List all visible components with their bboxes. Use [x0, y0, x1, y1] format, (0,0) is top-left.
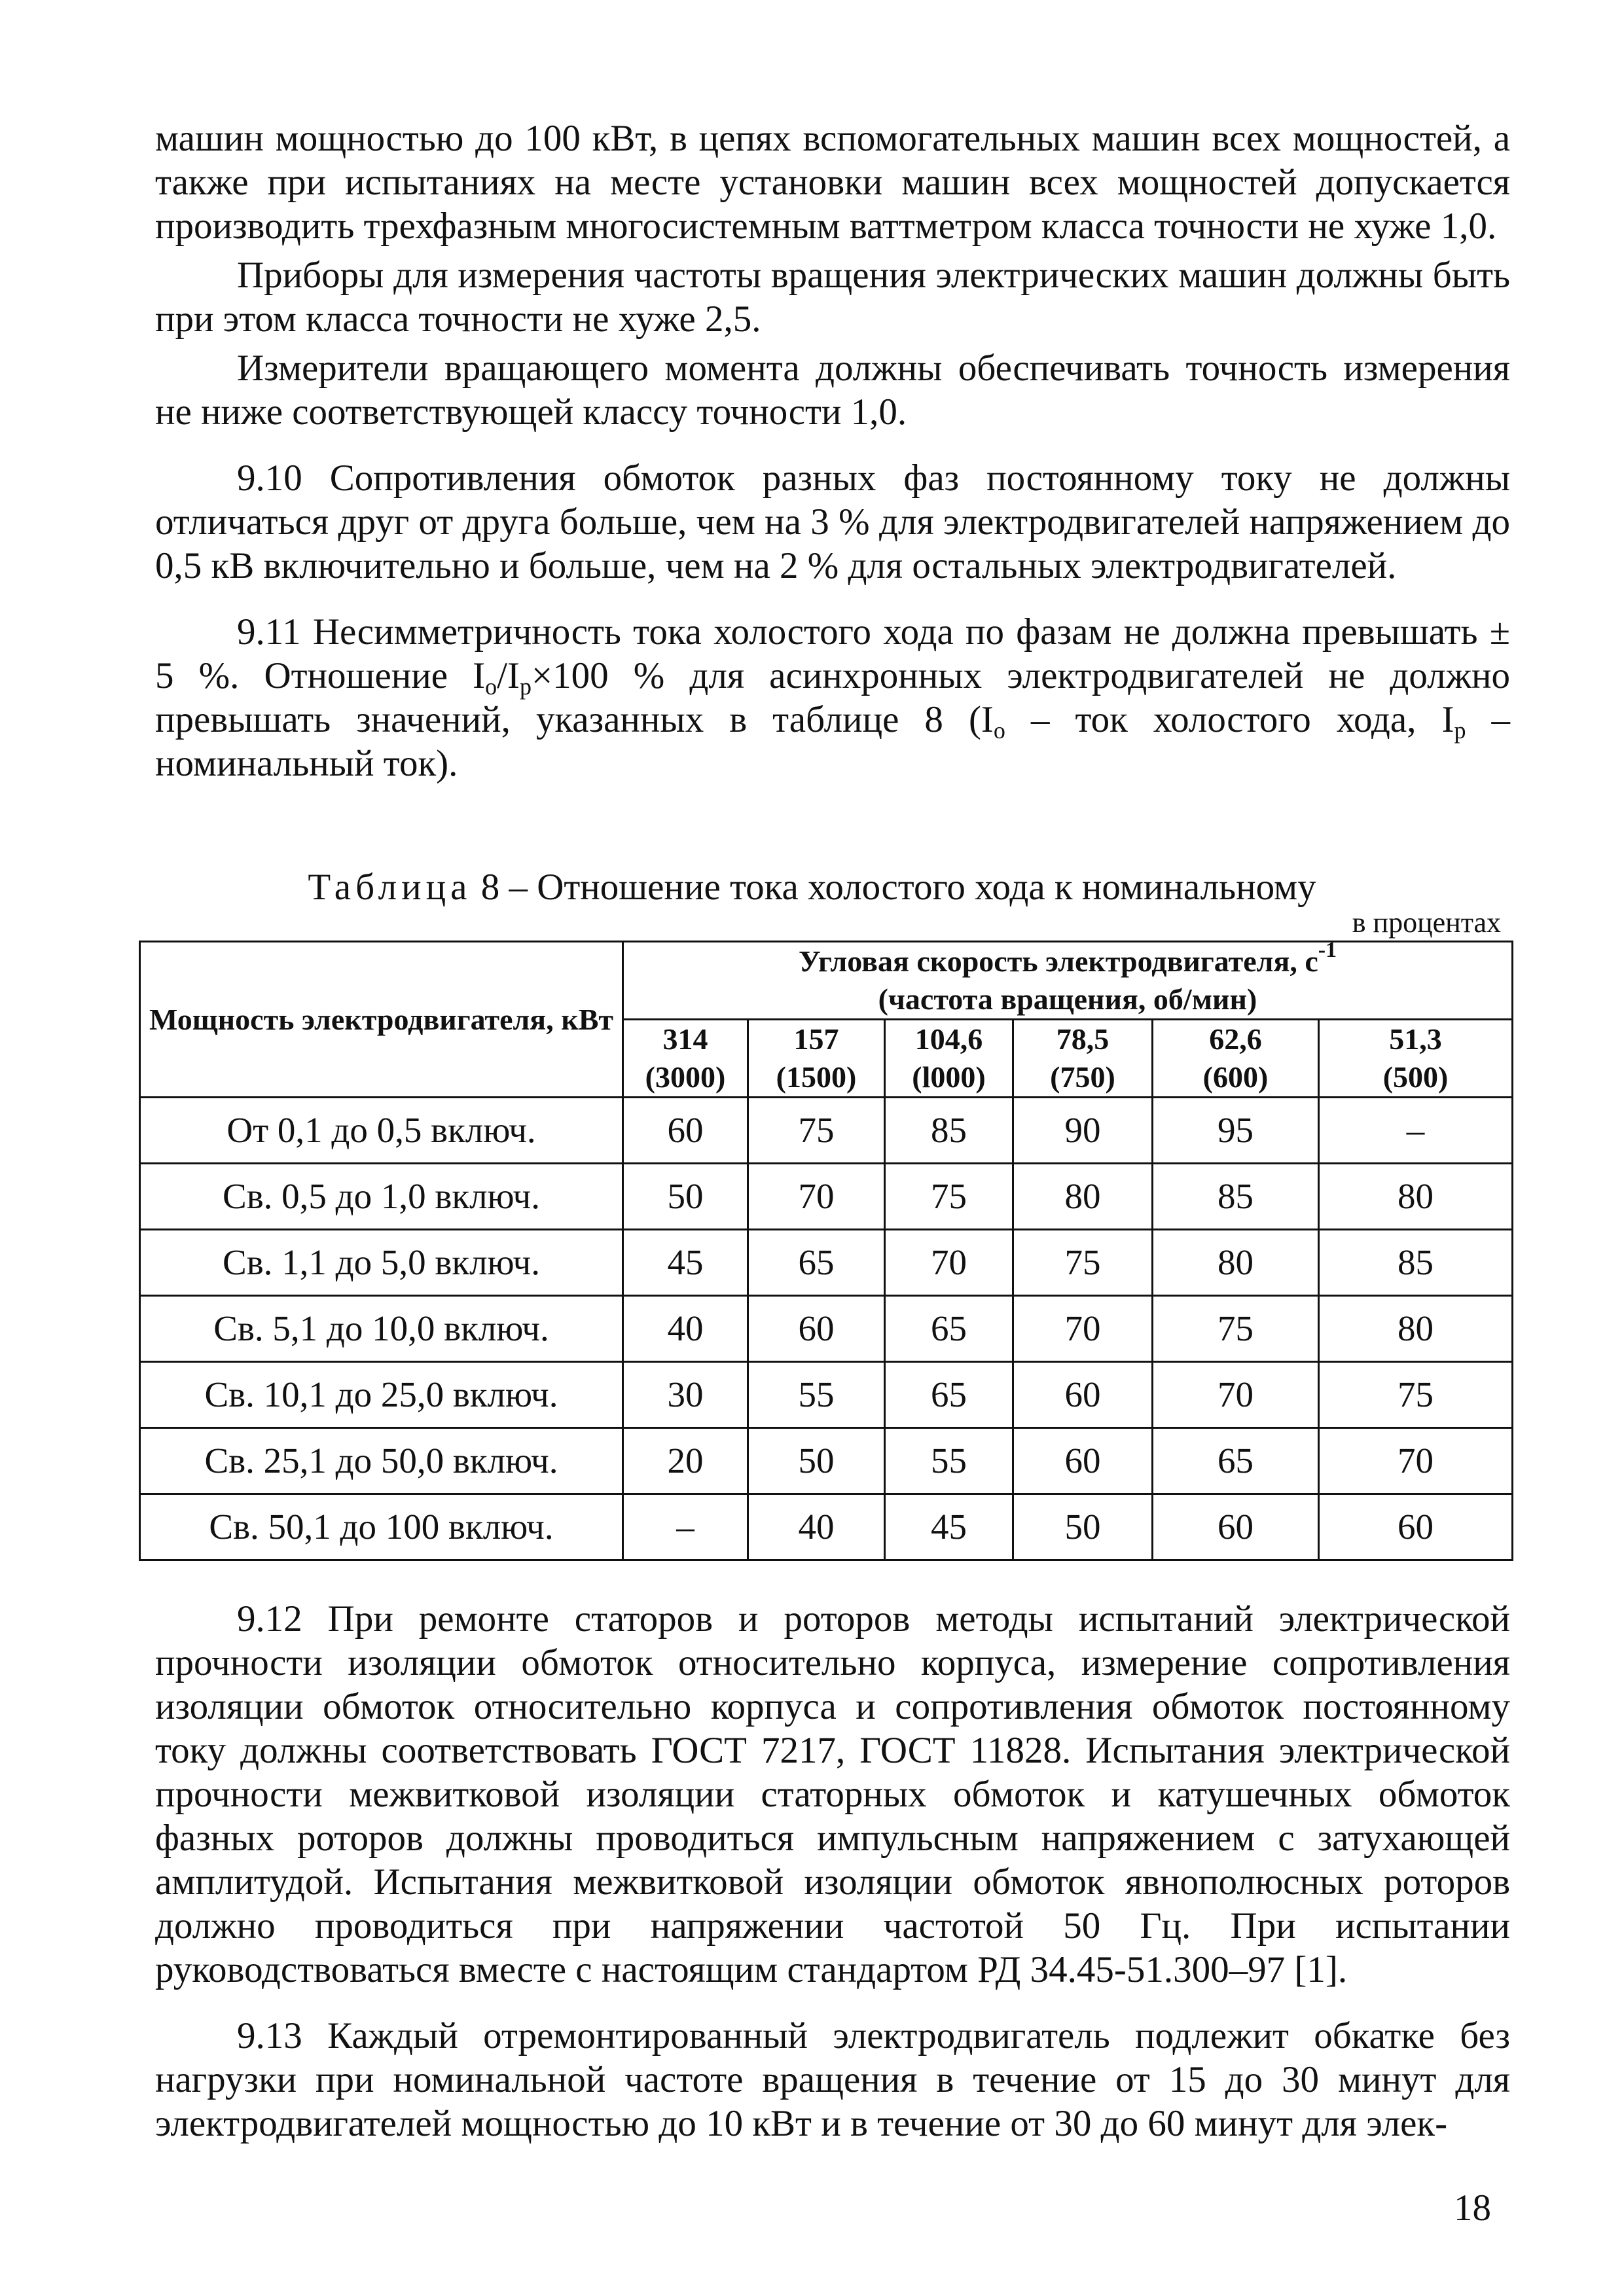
table-cell: 20 — [623, 1428, 748, 1494]
table-cell: 85 — [885, 1098, 1013, 1164]
table-cell: 70 — [1319, 1428, 1513, 1494]
table-cell: 80 — [1319, 1296, 1513, 1362]
table-cell: 65 — [885, 1296, 1013, 1362]
table-cell: 60 — [748, 1296, 885, 1362]
row-label: Св. 10,1 до 25,0 включ. — [140, 1362, 623, 1428]
power-header: Мощность электродвигателя, кВт — [140, 942, 623, 1098]
table-cell: 50 — [748, 1428, 885, 1494]
table-cell: 50 — [623, 1164, 748, 1230]
column-header: 51,3 (500) — [1319, 1020, 1513, 1098]
column-header: 78,5 (750) — [1013, 1020, 1153, 1098]
table-cell: 80 — [1153, 1230, 1319, 1296]
table-cell: 60 — [1153, 1494, 1319, 1560]
table-cell: 45 — [885, 1494, 1013, 1560]
table-caption — [0, 865, 1624, 909]
table-caption-text: 8 – Отношение тока холостого хода к номинальному — [471, 867, 1316, 908]
row-label: Св. 50,1 до 100 включ. — [140, 1494, 623, 1560]
paragraph-9-10: 9.10 Сопротивления обмоток разных фаз постоянному току не должны отличаться друг от друга больше, чем на 3 % для электродвигателей напряжением до 0,5 кВ включительно и больше, чем на 2 % для остальных электродвигателей. — [155, 457, 1510, 586]
row-label: Св. 5,1 до 10,0 включ. — [140, 1296, 623, 1362]
page-number: 18 — [1454, 2187, 1491, 2229]
table-cell: 60 — [1319, 1494, 1513, 1560]
table-cell: 60 — [623, 1098, 748, 1164]
table-cell: 30 — [623, 1362, 748, 1428]
table-cell: 55 — [885, 1428, 1013, 1494]
table-cell: 65 — [748, 1230, 885, 1296]
table-cell: 90 — [1013, 1098, 1153, 1164]
paragraph-9-11: 9.11 Несимметричность тока холостого хода по фазам не должна превышать ± 5 %. Отношение $I_о/I_р\times 100$ % для асинхронных электродвигателей не должно превышать значений, указанных в таблице 8 ($I_о$ – ток холостого хода, $I_р$ – номинальный ток). — [155, 611, 1511, 784]
column-header: 104,6 (l000) — [885, 1020, 1013, 1098]
table-cell: 70 — [885, 1230, 1013, 1296]
table-cell: 85 — [1319, 1230, 1513, 1296]
speed-header: Угловая скорость электродвигателя, $с^{-1}$ (частота вращения, об/мин) — [623, 942, 1513, 1020]
column-header: 314 (3000) — [623, 1020, 748, 1098]
table-caption-label: Таблица — [308, 867, 472, 908]
row-label: Св. 0,5 до 1,0 включ. — [140, 1164, 623, 1230]
table-header-row — [140, 942, 1513, 1020]
table-cell: 80 — [1319, 1164, 1513, 1230]
table-cell: 70 — [1013, 1296, 1153, 1362]
table-row — [140, 1494, 1513, 1560]
paragraph-rpm-instruments: Приборы для измерения частоты вращения электрических машин должны быть при этом класса точности не хуже 2,5. — [155, 255, 1510, 340]
data-table — [139, 938, 1513, 1561]
table-cell: 55 — [748, 1362, 885, 1428]
table-cell: 40 — [623, 1296, 748, 1362]
paragraph-torque-meters: Измерители вращающего момента должны обеспечивать точность измерения не ниже соответствующей классу точности 1,0. — [155, 348, 1510, 433]
table-cell: 50 — [1013, 1494, 1153, 1560]
column-header: 157 (1500) — [748, 1020, 885, 1098]
table-row — [140, 1428, 1513, 1494]
text-block-bottom — [155, 1597, 1510, 2145]
column-header: 62,6 (600) — [1153, 1020, 1319, 1098]
table-cell: 75 — [748, 1098, 885, 1164]
paragraph-9-12: 9.12 При ремонте статоров и роторов методы испытаний электрической прочности изоляции обмоток относительно корпуса, измерение сопротивления изоляции обмоток относительно корпуса и сопротивления обмоток постоянному току должны соответствовать ГОСТ 7217, ГОСТ 11828. Испытания электрической прочности межвитковой изоляции статорных обмоток и катушечных обмоток фазных роторов должны проводиться импульсным напряжением с затухающей амплитудой. Испытания межвитковой изоляции обмоток явнополюсных роторов должно проводиться при напряжении частотой 50 Гц. При испытании руководствоваться вместе с настоящим стандартом РД 34.45-51.300–97 [1]. — [155, 1598, 1510, 1990]
paragraph-9-13: 9.13 Каждый отремонтированный электродвигатель подлежит обкатке без нагрузки при номинальной частоте вращения в течение от 15 до 30 минут для электродвигателей мощностью до 10 кВт и в течение от 30 до 60 минут для элек- — [155, 2015, 1510, 2144]
table-cell: 95 — [1153, 1098, 1319, 1164]
table-cell: 75 — [885, 1164, 1013, 1230]
table-cell: 75 — [1013, 1230, 1153, 1296]
table-cell: 65 — [885, 1362, 1013, 1428]
table-cell: 65 — [1153, 1428, 1319, 1494]
table-row — [140, 1230, 1513, 1296]
table-cell: 75 — [1319, 1362, 1513, 1428]
table-cell: 75 — [1153, 1296, 1319, 1362]
table-unit: в процентах — [1352, 906, 1501, 939]
paragraph-continuation: машин мощностью до 100 кВт, в цепях вспомогательных машин всех мощностей, а также при испытаниях на месте установки машин всех мощностей допускается производить трехфазным многосистемным ваттметром класса точности не хуже 1,0. — [155, 118, 1510, 247]
table-row — [140, 1362, 1513, 1428]
table-cell: 85 — [1153, 1164, 1319, 1230]
table-cell: – — [1319, 1098, 1513, 1164]
table-cell: 80 — [1013, 1164, 1153, 1230]
table-cell: 60 — [1013, 1428, 1153, 1494]
table-row — [140, 1164, 1513, 1230]
table-cell: 70 — [1153, 1362, 1319, 1428]
table-row — [140, 1296, 1513, 1362]
table-cell: 45 — [623, 1230, 748, 1296]
text-block-top — [155, 117, 1510, 785]
table-cell: – — [623, 1494, 748, 1560]
row-label: От 0,1 до 0,5 включ. — [140, 1098, 623, 1164]
table-cell: 40 — [748, 1494, 885, 1560]
table-cell: 70 — [748, 1164, 885, 1230]
row-label: Св. 1,1 до 5,0 включ. — [140, 1230, 623, 1296]
row-label: Св. 25,1 до 50,0 включ. — [140, 1428, 623, 1494]
table-cell: 60 — [1013, 1362, 1153, 1428]
table-row — [140, 1098, 1513, 1164]
